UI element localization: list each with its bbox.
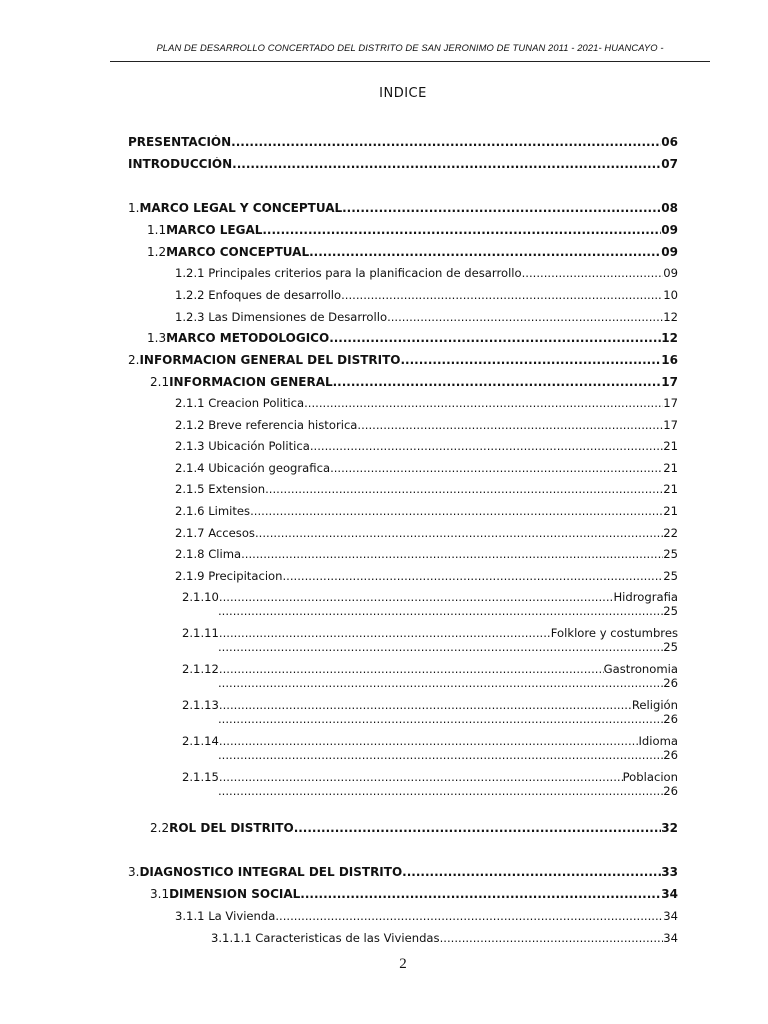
toc-entry-number: 1.2.2 [175, 288, 205, 302]
leader-dots [219, 734, 639, 748]
toc-entry-number: 2.1 [150, 375, 170, 389]
toc-entry-number: 1. [128, 201, 140, 215]
toc-entry[interactable] [182, 698, 678, 712]
leader-dots [330, 461, 663, 475]
leader-dots [294, 821, 662, 835]
leader-dots [219, 590, 614, 604]
toc-entry-label: DIAGNOSTICO INTEGRAL DEL DISTRITO [139, 865, 403, 879]
toc-entry-page: 17 [663, 396, 678, 410]
leader-dots [282, 569, 663, 583]
leader-dots [219, 698, 632, 712]
toc-entry-number: 2. [128, 353, 140, 367]
leader-dots [333, 375, 662, 389]
leader-dots [255, 526, 663, 540]
toc-entry-page: 25 [663, 547, 678, 561]
toc-entry-label: Enfoques de desarrollo [208, 288, 342, 302]
toc-entry-number: 2.1.14 [182, 734, 219, 748]
toc-entry-page: 17 [661, 375, 678, 389]
toc-entry[interactable] [182, 662, 678, 676]
toc-entry-label: MARCO LEGAL [166, 223, 263, 237]
leader-dots [310, 439, 663, 453]
toc-entry-number: 1.1 [147, 223, 167, 237]
leader-dots [218, 748, 663, 762]
leader-dots [522, 266, 664, 280]
toc-entry-label: INFORMACION GENERAL [169, 375, 333, 389]
toc-entry-label: Clima [208, 547, 242, 561]
toc-entry[interactable] [128, 157, 678, 171]
toc-entry[interactable] [147, 331, 678, 345]
leader-dots [402, 865, 661, 879]
toc-entry-number: 2.1.4 [175, 461, 205, 475]
toc-entry-label: Poblacion [622, 770, 678, 784]
toc-entry[interactable] [182, 626, 678, 640]
toc-entry[interactable] [150, 375, 678, 389]
toc-entry-page: 26 [663, 676, 678, 690]
toc-entry[interactable] [182, 590, 678, 604]
leader-dots [241, 547, 663, 561]
toc-entry[interactable] [128, 201, 678, 215]
toc-entry-continuation[interactable] [218, 784, 678, 798]
toc-entry-number: 2.1.9 [175, 569, 205, 583]
toc-entry[interactable] [175, 547, 678, 561]
toc-entry[interactable] [175, 482, 678, 496]
toc-entry-continuation[interactable] [218, 604, 678, 618]
toc-entry-page: 26 [663, 748, 678, 762]
leader-dots [218, 640, 663, 654]
toc-entry-label: Hidrografia [613, 590, 678, 604]
toc-entry[interactable] [175, 266, 678, 280]
leader-dots [304, 396, 663, 410]
toc-entry-label: MARCO CONCEPTUAL [166, 245, 310, 259]
toc-entry-label: Gastronomia [603, 662, 678, 676]
toc-entry[interactable] [147, 245, 678, 259]
toc-entry[interactable] [211, 931, 678, 945]
toc-entry-page: 32 [661, 821, 678, 835]
toc-entry-number: 2.1.10 [182, 590, 219, 604]
toc-entry-number: 2.1.12 [182, 662, 219, 676]
index-title: INDICE [379, 86, 427, 101]
toc-entry-number: 2.1.3 [175, 439, 205, 453]
toc-entry-label: Limites [208, 504, 251, 518]
toc-entry[interactable] [182, 770, 678, 784]
toc-entry-label: ROL DEL DISTRITO [169, 821, 294, 835]
toc-entry-label: Accesos [208, 526, 255, 540]
leader-dots [219, 662, 604, 676]
leader-dots [401, 353, 662, 367]
toc-entry-number: 2.1.6 [175, 504, 205, 518]
toc-entry[interactable] [175, 396, 678, 410]
toc-entry-label: Creacion Politica [208, 396, 305, 410]
toc-entry-page: 21 [663, 439, 678, 453]
toc-entry-page: 06 [661, 135, 678, 149]
toc-entry-label: Breve referencia historica [208, 418, 358, 432]
toc-entry-label: Idioma [638, 734, 678, 748]
toc-entry-number: 1.2.3 [175, 310, 205, 324]
toc-entry-page: 25 [663, 640, 678, 654]
leader-dots [219, 626, 551, 640]
leader-dots [309, 245, 661, 259]
toc-entry-label: Ubicación geografica [208, 461, 331, 475]
toc-entry[interactable] [147, 223, 678, 237]
leader-dots [342, 201, 661, 215]
toc-entry-number: 2.2 [150, 821, 170, 835]
toc-entry-page: 21 [663, 504, 678, 518]
toc-entry-page: 09 [663, 266, 678, 280]
toc-entry-continuation[interactable] [218, 748, 678, 762]
toc-entry-label: INTRODUCCIÓN [128, 157, 233, 171]
toc-entry-page: 34 [663, 909, 678, 923]
leader-dots [387, 310, 663, 324]
leader-dots [218, 712, 663, 726]
toc-entry[interactable] [182, 734, 678, 748]
toc-entry-page: 16 [661, 353, 678, 367]
toc-entry-number: 3.1 [150, 887, 170, 901]
toc-entry[interactable] [175, 461, 678, 475]
toc-entry-number: 1.2.1 [175, 266, 205, 280]
leader-dots [275, 909, 663, 923]
toc-entry-number: 3.1.1.1 [211, 931, 252, 945]
leader-dots [218, 676, 663, 690]
toc-entry-number: 2.1.11 [182, 626, 219, 640]
toc-entry[interactable] [175, 569, 678, 583]
toc-entry-label: Religión [631, 698, 678, 712]
toc-entry[interactable] [150, 821, 678, 835]
toc-entry-label: INFORMACION GENERAL DEL DISTRITO [139, 353, 401, 367]
toc-entry-number: 1.3 [147, 331, 167, 345]
toc-entry-page: 34 [661, 887, 678, 901]
leader-dots [232, 157, 661, 171]
toc-entry-label: PRESENTACIÓN [128, 135, 232, 149]
toc-entry-number: 2.1.13 [182, 698, 219, 712]
toc-entry-page: 12 [663, 310, 678, 324]
toc-entry-label: Ubicación Politica [208, 439, 310, 453]
toc-entry-number: 2.1.5 [175, 482, 205, 496]
toc-entry-continuation[interactable] [218, 676, 678, 690]
toc-entry[interactable] [175, 439, 678, 453]
toc-entry[interactable] [128, 353, 678, 367]
leader-dots [341, 288, 663, 302]
toc-entry-number: 1.2 [147, 245, 167, 259]
toc-entry-page: 33 [661, 865, 678, 879]
toc-entry-page: 26 [663, 784, 678, 798]
toc-entry-page: 21 [663, 482, 678, 496]
leader-dots [219, 770, 623, 784]
toc-entry-page: 09 [661, 223, 678, 237]
toc-entry-page: 25 [663, 569, 678, 583]
leader-dots [357, 418, 663, 432]
leader-dots [218, 604, 663, 618]
leader-dots [218, 784, 663, 798]
toc-entry-number: 2.1.7 [175, 526, 205, 540]
toc-entry-page: 22 [663, 526, 678, 540]
toc-entry-label: Caracteristicas de las Viviendas [255, 931, 440, 945]
toc-entry-label: Folklore y costumbres [550, 626, 678, 640]
toc-entry-label: La Vivienda [208, 909, 276, 923]
leader-dots [329, 331, 661, 345]
toc-entry-page: 17 [663, 418, 678, 432]
toc-entry-page: 26 [663, 712, 678, 726]
running-header: PLAN DE DESARROLLO CONCERTADO DEL DISTRITO DE SAN JERONIMO DE TUNAN 2011 - 2021- HUANCAYO - [156, 42, 664, 53]
toc-entry[interactable] [150, 887, 678, 901]
toc-entry-label: Principales criterios para la planificacion de desarrollo [208, 266, 522, 280]
toc-entry[interactable] [128, 865, 678, 879]
leader-dots [440, 931, 664, 945]
toc-entry-page: 10 [663, 288, 678, 302]
toc-entry-label: DIMENSION SOCIAL [169, 887, 301, 901]
toc-entry-continuation[interactable] [218, 640, 678, 654]
toc-entry[interactable] [175, 909, 678, 923]
toc-entry-page: 34 [663, 931, 678, 945]
toc-entry-page: 07 [661, 157, 678, 171]
toc-entry-page: 25 [663, 604, 678, 618]
toc-entry-continuation[interactable] [218, 712, 678, 726]
toc-entry-label: Precipitacion [208, 569, 283, 583]
toc-entry-page: 08 [661, 201, 678, 215]
toc-entry-page: 09 [661, 245, 678, 259]
toc-entry-number: 2.1.1 [175, 396, 205, 410]
toc-entry-label: MARCO METODOLOGICO [166, 331, 330, 345]
leader-dots [265, 482, 663, 496]
toc-entry-number: 3. [128, 865, 140, 879]
toc-entry[interactable] [175, 526, 678, 540]
toc-entry-page: 21 [663, 461, 678, 475]
toc-entry-label: MARCO LEGAL Y CONCEPTUAL [139, 201, 343, 215]
toc-entry-number: 2.1.15 [182, 770, 219, 784]
leader-dots [262, 223, 661, 237]
leader-dots [231, 135, 661, 149]
leader-dots [300, 887, 661, 901]
toc-entry[interactable] [175, 288, 678, 302]
leader-dots [250, 504, 663, 518]
toc-entry-number: 3.1.1 [175, 909, 205, 923]
toc-entry-number: 2.1.8 [175, 547, 205, 561]
toc-entry[interactable] [128, 135, 678, 149]
toc-entry-label: Extension [208, 482, 266, 496]
toc-entry-label: Las Dimensiones de Desarrollo [208, 310, 388, 324]
toc-entry[interactable] [175, 418, 678, 432]
toc-entry[interactable] [175, 310, 678, 324]
toc-entry-page: 12 [661, 331, 678, 345]
page-number: 2 [399, 956, 407, 972]
toc-entry[interactable] [175, 504, 678, 518]
toc-entry-number: 2.1.2 [175, 418, 205, 432]
